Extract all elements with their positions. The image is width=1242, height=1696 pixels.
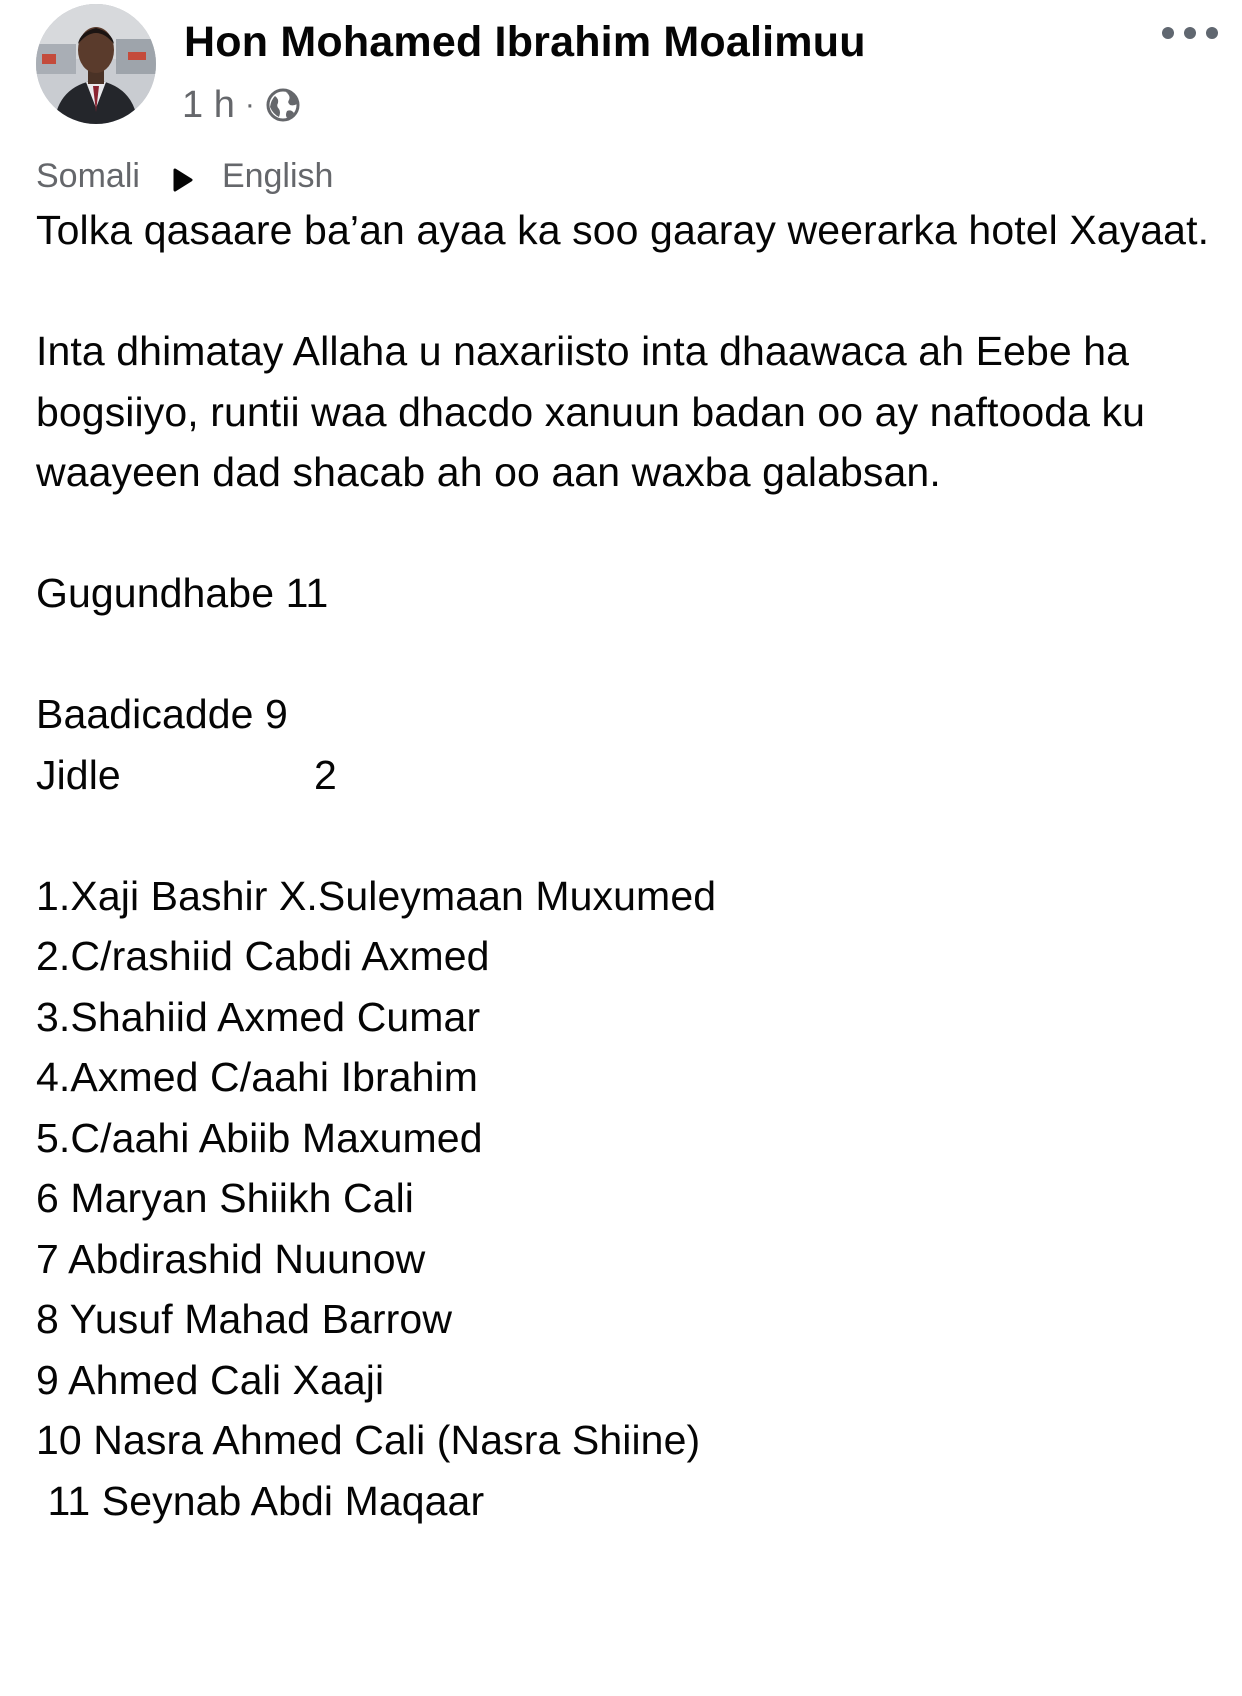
- list-item: 6 Maryan Shiikh Cali: [36, 1175, 414, 1221]
- avatar-photo: [36, 4, 156, 124]
- list-item: 10 Nasra Ahmed Cali (Nasra Shiine): [36, 1417, 701, 1463]
- more-options-icon[interactable]: [1162, 20, 1218, 46]
- list-item: 2.C/rashiid Cabdi Axmed: [36, 933, 490, 979]
- author-name[interactable]: Hon Mohamed Ibrahim Moalimuu: [184, 18, 866, 66]
- more-dot: [1162, 27, 1174, 39]
- target-language[interactable]: English: [221, 156, 334, 195]
- avatar[interactable]: [36, 4, 156, 124]
- list-item: 11 Seynab Abdi Maqaar: [36, 1477, 485, 1524]
- translation-bar[interactable]: [36, 152, 333, 200]
- post-meta: [182, 80, 301, 130]
- list-item: 4.Axmed C/aahi Ibrahim: [36, 1054, 479, 1100]
- post-paragraph-1: Tolka qasaare ba’an ayaa ka soo gaaray weerarka hotel Xayaat.: [36, 207, 1210, 253]
- post-body: [36, 200, 1216, 1531]
- breakdown-label: Jidle: [36, 751, 121, 798]
- breakdown-row: [36, 684, 1216, 745]
- list-item: 5.C/aahi Abiib Maxumed: [36, 1114, 483, 1161]
- total-line: Gugundhabe 11: [36, 570, 329, 616]
- list-item: 3.Shahiid Axmed Cumar: [36, 993, 481, 1040]
- globe-icon[interactable]: [265, 87, 301, 123]
- more-dot: [1184, 27, 1196, 39]
- breakdown-value: 2: [314, 751, 337, 798]
- list-item: 9 Ahmed Cali Xaaji: [36, 1356, 385, 1403]
- meta-separator: ·: [244, 88, 255, 121]
- list-item: 8 Yusuf Mahad Barrow: [36, 1296, 453, 1342]
- breakdown-row: [36, 745, 1216, 806]
- list-item: 7 Abdirashid Nuunow: [36, 1235, 426, 1282]
- source-language[interactable]: Somali: [36, 156, 140, 195]
- post-paragraph-2: Inta dhimatay Allaha u naxariisto inta dhaawaca ah Eebe ha bogsiiyo, runtii waa dhacdo xanuun badan oo ay naftooda ku waayeen dad shacab ah oo aan waxba galabsan.: [36, 328, 1146, 495]
- play-arrow-icon: [172, 163, 194, 189]
- post-timestamp[interactable]: 1 h: [182, 83, 235, 126]
- list-item: 1.Xaji Bashir X.Suleymaan Muxumed: [36, 872, 717, 919]
- breakdown-label: Baadicadde 9: [36, 691, 288, 737]
- more-dot: [1206, 27, 1218, 39]
